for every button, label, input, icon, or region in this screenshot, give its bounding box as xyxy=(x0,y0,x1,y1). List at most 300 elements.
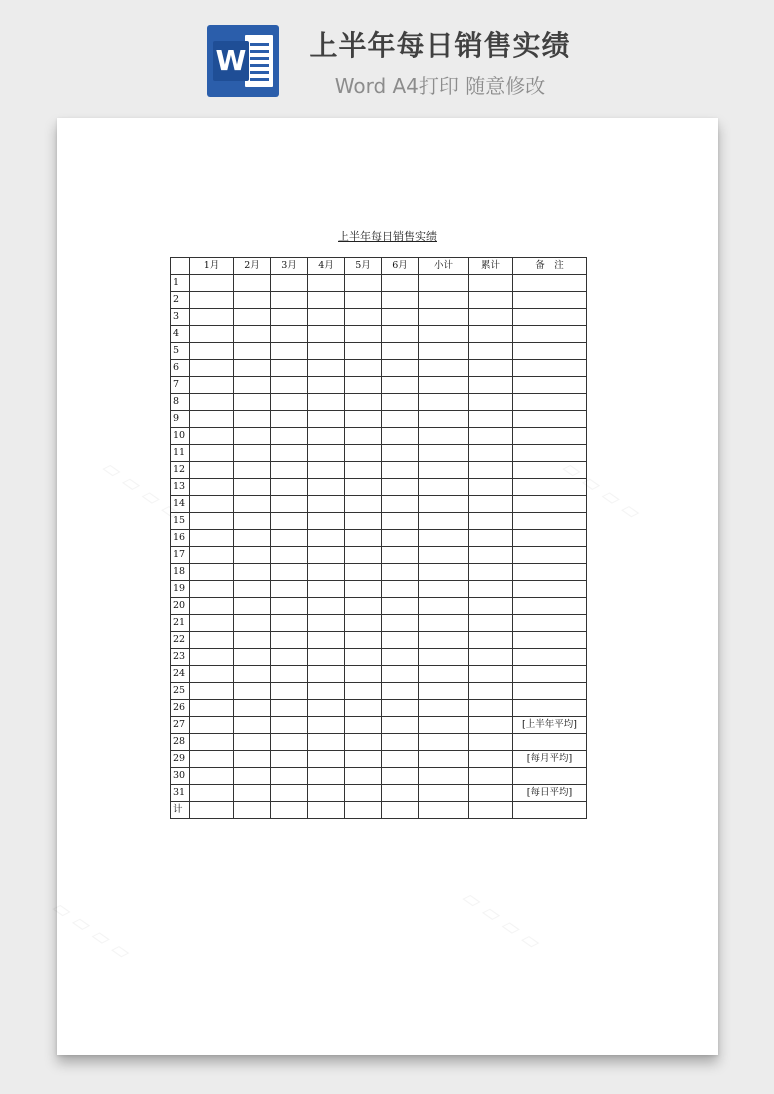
table-cell[interactable] xyxy=(271,343,308,360)
table-cell[interactable] xyxy=(382,615,419,632)
table-cell[interactable] xyxy=(345,768,382,785)
note-cell[interactable] xyxy=(513,632,587,649)
table-cell[interactable] xyxy=(271,428,308,445)
table-cell[interactable] xyxy=(382,343,419,360)
table-cell[interactable] xyxy=(419,683,469,700)
table-cell[interactable] xyxy=(190,309,234,326)
table-cell[interactable] xyxy=(234,428,271,445)
table-cell[interactable] xyxy=(469,309,513,326)
table-cell[interactable] xyxy=(271,598,308,615)
table-cell[interactable] xyxy=(382,411,419,428)
table-cell[interactable] xyxy=(271,445,308,462)
table-cell[interactable] xyxy=(469,666,513,683)
table-cell[interactable] xyxy=(271,581,308,598)
table-cell[interactable] xyxy=(469,717,513,734)
note-cell[interactable] xyxy=(513,394,587,411)
table-cell[interactable] xyxy=(308,564,345,581)
table-cell[interactable] xyxy=(271,751,308,768)
table-cell[interactable] xyxy=(271,513,308,530)
table-cell[interactable] xyxy=(190,377,234,394)
table-cell[interactable] xyxy=(419,530,469,547)
note-cell[interactable] xyxy=(513,598,587,615)
table-cell[interactable] xyxy=(234,292,271,309)
table-cell[interactable] xyxy=(345,734,382,751)
table-cell[interactable] xyxy=(271,768,308,785)
table-cell[interactable] xyxy=(234,479,271,496)
note-cell[interactable] xyxy=(513,343,587,360)
table-cell[interactable] xyxy=(190,683,234,700)
table-cell[interactable] xyxy=(382,428,419,445)
table-cell[interactable] xyxy=(190,343,234,360)
table-cell[interactable] xyxy=(234,462,271,479)
note-cell[interactable]: [每日平均] xyxy=(513,785,587,802)
table-cell[interactable] xyxy=(234,513,271,530)
table-cell[interactable] xyxy=(469,411,513,428)
table-cell[interactable] xyxy=(271,479,308,496)
table-cell[interactable] xyxy=(345,581,382,598)
table-cell[interactable] xyxy=(382,598,419,615)
table-cell[interactable] xyxy=(234,411,271,428)
table-cell[interactable] xyxy=(308,496,345,513)
table-cell[interactable] xyxy=(234,785,271,802)
note-cell[interactable] xyxy=(513,428,587,445)
table-cell[interactable] xyxy=(308,326,345,343)
table-cell[interactable] xyxy=(345,275,382,292)
table-cell[interactable] xyxy=(271,530,308,547)
note-cell[interactable]: [每月平均] xyxy=(513,751,587,768)
table-cell[interactable] xyxy=(308,802,345,819)
table-cell[interactable] xyxy=(190,275,234,292)
table-cell[interactable] xyxy=(308,547,345,564)
table-cell[interactable] xyxy=(382,547,419,564)
table-cell[interactable] xyxy=(345,360,382,377)
table-cell[interactable] xyxy=(234,547,271,564)
table-cell[interactable] xyxy=(345,377,382,394)
table-cell[interactable] xyxy=(419,666,469,683)
table-cell[interactable] xyxy=(234,683,271,700)
table-cell[interactable] xyxy=(234,700,271,717)
table-cell[interactable] xyxy=(190,632,234,649)
table-cell[interactable] xyxy=(308,309,345,326)
note-cell[interactable] xyxy=(513,802,587,819)
table-cell[interactable] xyxy=(345,462,382,479)
note-cell[interactable] xyxy=(513,615,587,632)
table-cell[interactable] xyxy=(271,700,308,717)
table-cell[interactable] xyxy=(345,785,382,802)
table-cell[interactable] xyxy=(469,598,513,615)
table-row xyxy=(171,768,587,785)
table-cell[interactable] xyxy=(469,530,513,547)
table-cell[interactable] xyxy=(308,530,345,547)
table-cell[interactable] xyxy=(345,751,382,768)
table-cell[interactable] xyxy=(190,802,234,819)
table-cell[interactable] xyxy=(190,479,234,496)
note-cell[interactable] xyxy=(513,530,587,547)
table-cell[interactable] xyxy=(271,360,308,377)
note-cell[interactable] xyxy=(513,581,587,598)
table-cell[interactable] xyxy=(419,360,469,377)
table-cell[interactable] xyxy=(308,598,345,615)
table-cell[interactable] xyxy=(382,785,419,802)
note-cell[interactable] xyxy=(513,309,587,326)
table-cell[interactable] xyxy=(419,598,469,615)
table-cell[interactable] xyxy=(234,615,271,632)
table-cell[interactable] xyxy=(419,734,469,751)
table-cell[interactable] xyxy=(271,666,308,683)
table-cell[interactable] xyxy=(419,513,469,530)
table-cell[interactable] xyxy=(190,615,234,632)
table-cell[interactable] xyxy=(382,632,419,649)
table-cell[interactable] xyxy=(234,394,271,411)
table-cell[interactable] xyxy=(382,683,419,700)
table-cell[interactable] xyxy=(308,360,345,377)
table-cell[interactable] xyxy=(190,360,234,377)
table-cell[interactable] xyxy=(382,513,419,530)
note-cell[interactable] xyxy=(513,360,587,377)
table-cell[interactable] xyxy=(271,802,308,819)
table-cell[interactable] xyxy=(382,666,419,683)
table-cell[interactable] xyxy=(469,445,513,462)
note-cell[interactable] xyxy=(513,496,587,513)
note-cell[interactable] xyxy=(513,275,587,292)
table-cell[interactable] xyxy=(190,462,234,479)
table-cell[interactable] xyxy=(271,632,308,649)
table-cell[interactable] xyxy=(419,615,469,632)
table-cell[interactable] xyxy=(271,309,308,326)
table-cell[interactable] xyxy=(345,564,382,581)
table-cell[interactable] xyxy=(308,292,345,309)
table-cell[interactable] xyxy=(345,666,382,683)
note-cell[interactable] xyxy=(513,462,587,479)
table-cell[interactable] xyxy=(234,496,271,513)
table-cell[interactable] xyxy=(345,292,382,309)
table-cell[interactable] xyxy=(190,751,234,768)
table-cell[interactable] xyxy=(419,649,469,666)
table-cell[interactable] xyxy=(382,530,419,547)
note-cell[interactable] xyxy=(513,683,587,700)
table-cell[interactable] xyxy=(382,394,419,411)
note-cell[interactable] xyxy=(513,292,587,309)
table-cell[interactable] xyxy=(345,530,382,547)
table-cell[interactable] xyxy=(469,768,513,785)
table-cell[interactable] xyxy=(308,377,345,394)
table-cell[interactable] xyxy=(308,649,345,666)
table-cell[interactable] xyxy=(271,275,308,292)
row-label: 22 xyxy=(171,632,190,649)
note-cell[interactable] xyxy=(513,768,587,785)
table-cell[interactable] xyxy=(271,564,308,581)
table-cell[interactable] xyxy=(345,683,382,700)
table-cell[interactable] xyxy=(469,360,513,377)
table-cell[interactable] xyxy=(271,649,308,666)
table-cell[interactable] xyxy=(308,411,345,428)
table-cell[interactable] xyxy=(345,547,382,564)
document-title-text: 上半年每日销售实绩 xyxy=(338,230,437,243)
table-cell[interactable] xyxy=(190,326,234,343)
table-cell[interactable] xyxy=(271,292,308,309)
table-cell[interactable] xyxy=(234,360,271,377)
table-cell[interactable] xyxy=(382,768,419,785)
note-cell[interactable] xyxy=(513,547,587,564)
table-cell[interactable] xyxy=(234,751,271,768)
table-cell[interactable] xyxy=(382,326,419,343)
table-cell[interactable] xyxy=(234,717,271,734)
table-cell[interactable] xyxy=(234,564,271,581)
table-cell[interactable] xyxy=(469,547,513,564)
table-cell[interactable] xyxy=(419,411,469,428)
page-title: 上半年每日销售实绩 xyxy=(309,29,571,62)
table-cell[interactable] xyxy=(382,462,419,479)
table-cell[interactable] xyxy=(469,377,513,394)
table-cell[interactable] xyxy=(419,479,469,496)
table-cell[interactable] xyxy=(308,275,345,292)
table-cell[interactable] xyxy=(190,768,234,785)
table-cell[interactable] xyxy=(419,428,469,445)
table-cell[interactable] xyxy=(345,445,382,462)
note-cell[interactable] xyxy=(513,649,587,666)
table-cell[interactable] xyxy=(345,598,382,615)
table-row xyxy=(171,683,587,700)
table-cell[interactable] xyxy=(308,785,345,802)
table-cell[interactable] xyxy=(419,700,469,717)
table-cell[interactable] xyxy=(469,751,513,768)
table-cell[interactable] xyxy=(308,734,345,751)
table-cell[interactable] xyxy=(190,564,234,581)
table-cell[interactable] xyxy=(469,275,513,292)
note-cell[interactable] xyxy=(513,479,587,496)
table-cell[interactable] xyxy=(469,343,513,360)
table-cell[interactable] xyxy=(234,581,271,598)
note-cell[interactable] xyxy=(513,513,587,530)
table-cell[interactable] xyxy=(469,513,513,530)
table-cell[interactable] xyxy=(308,445,345,462)
table-cell[interactable] xyxy=(419,343,469,360)
table-cell[interactable] xyxy=(234,768,271,785)
table-cell[interactable] xyxy=(345,343,382,360)
table-cell[interactable] xyxy=(308,768,345,785)
table-cell[interactable] xyxy=(234,326,271,343)
table-cell[interactable] xyxy=(271,326,308,343)
table-cell[interactable] xyxy=(382,700,419,717)
table-cell[interactable] xyxy=(419,564,469,581)
table-cell[interactable] xyxy=(271,734,308,751)
note-cell[interactable] xyxy=(513,734,587,751)
table-cell[interactable] xyxy=(469,428,513,445)
table-cell[interactable] xyxy=(469,292,513,309)
table-cell[interactable] xyxy=(469,479,513,496)
table-cell[interactable] xyxy=(382,564,419,581)
table-cell[interactable] xyxy=(419,394,469,411)
table-cell[interactable] xyxy=(345,513,382,530)
table-cell[interactable] xyxy=(190,649,234,666)
table-cell[interactable] xyxy=(308,717,345,734)
table-cell[interactable] xyxy=(419,275,469,292)
note-cell[interactable] xyxy=(513,564,587,581)
table-cell[interactable] xyxy=(469,802,513,819)
table-cell[interactable] xyxy=(382,496,419,513)
table-cell[interactable] xyxy=(382,445,419,462)
table-cell[interactable] xyxy=(345,649,382,666)
table-cell[interactable] xyxy=(345,428,382,445)
table-cell[interactable] xyxy=(382,649,419,666)
table-cell[interactable] xyxy=(271,394,308,411)
table-cell[interactable] xyxy=(308,428,345,445)
table-cell[interactable] xyxy=(271,496,308,513)
table-cell[interactable] xyxy=(234,632,271,649)
table-cell[interactable] xyxy=(469,683,513,700)
table-cell[interactable] xyxy=(382,479,419,496)
table-cell[interactable] xyxy=(419,496,469,513)
table-row xyxy=(171,326,587,343)
table-cell[interactable] xyxy=(190,785,234,802)
table-cell[interactable] xyxy=(234,734,271,751)
table-cell[interactable] xyxy=(419,292,469,309)
table-cell[interactable] xyxy=(190,496,234,513)
table-cell[interactable] xyxy=(308,751,345,768)
table-cell[interactable] xyxy=(382,360,419,377)
document-title xyxy=(57,228,718,244)
table-cell[interactable] xyxy=(271,683,308,700)
table-row xyxy=(171,411,587,428)
table-cell[interactable] xyxy=(234,649,271,666)
table-cell[interactable] xyxy=(308,513,345,530)
table-cell[interactable] xyxy=(469,649,513,666)
table-row xyxy=(171,700,587,717)
table-cell[interactable] xyxy=(190,598,234,615)
table-cell[interactable] xyxy=(234,598,271,615)
table-cell[interactable] xyxy=(419,547,469,564)
table-cell[interactable] xyxy=(190,530,234,547)
table-cell[interactable] xyxy=(190,666,234,683)
table-cell[interactable] xyxy=(345,326,382,343)
note-cell[interactable] xyxy=(513,700,587,717)
table-cell[interactable] xyxy=(469,326,513,343)
note-cell[interactable] xyxy=(513,377,587,394)
table-cell[interactable] xyxy=(234,445,271,462)
table-cell[interactable] xyxy=(271,615,308,632)
note-cell[interactable] xyxy=(513,445,587,462)
table-cell[interactable] xyxy=(419,717,469,734)
table-cell[interactable] xyxy=(345,411,382,428)
table-cell[interactable] xyxy=(469,394,513,411)
table-cell[interactable] xyxy=(190,292,234,309)
table-cell[interactable] xyxy=(190,581,234,598)
table-cell[interactable] xyxy=(234,802,271,819)
table-cell[interactable] xyxy=(190,734,234,751)
note-cell[interactable] xyxy=(513,411,587,428)
table-cell[interactable] xyxy=(308,581,345,598)
table-cell[interactable] xyxy=(345,496,382,513)
table-cell[interactable] xyxy=(419,751,469,768)
note-cell[interactable] xyxy=(513,326,587,343)
table-cell[interactable] xyxy=(190,513,234,530)
table-cell[interactable] xyxy=(345,700,382,717)
note-cell[interactable]: [上半年平均] xyxy=(513,717,587,734)
table-cell[interactable] xyxy=(271,411,308,428)
table-cell[interactable] xyxy=(469,734,513,751)
table-cell[interactable] xyxy=(308,615,345,632)
table-cell[interactable] xyxy=(345,632,382,649)
table-cell[interactable] xyxy=(308,683,345,700)
table-cell[interactable] xyxy=(345,802,382,819)
table-cell[interactable] xyxy=(234,343,271,360)
table-cell[interactable] xyxy=(308,479,345,496)
table-cell[interactable] xyxy=(271,462,308,479)
table-cell[interactable] xyxy=(271,717,308,734)
table-cell[interactable] xyxy=(190,411,234,428)
table-cell[interactable] xyxy=(345,717,382,734)
table-cell[interactable] xyxy=(469,632,513,649)
row-label: 28 xyxy=(171,734,190,751)
table-cell[interactable] xyxy=(419,309,469,326)
table-cell[interactable] xyxy=(419,581,469,598)
table-cell[interactable] xyxy=(308,462,345,479)
table-cell[interactable] xyxy=(271,547,308,564)
table-cell[interactable] xyxy=(419,632,469,649)
table-cell[interactable] xyxy=(345,615,382,632)
table-cell[interactable] xyxy=(419,785,469,802)
table-cell[interactable] xyxy=(469,785,513,802)
table-cell[interactable] xyxy=(345,394,382,411)
table-cell[interactable] xyxy=(190,700,234,717)
table-cell[interactable] xyxy=(469,700,513,717)
table-cell[interactable] xyxy=(271,377,308,394)
table-cell[interactable] xyxy=(419,445,469,462)
table-cell[interactable] xyxy=(382,292,419,309)
table-cell[interactable] xyxy=(382,309,419,326)
table-cell[interactable] xyxy=(308,666,345,683)
note-cell[interactable] xyxy=(513,666,587,683)
table-cell[interactable] xyxy=(234,377,271,394)
table-cell[interactable] xyxy=(234,275,271,292)
table-cell[interactable] xyxy=(308,343,345,360)
table-cell[interactable] xyxy=(419,377,469,394)
table-cell[interactable] xyxy=(308,394,345,411)
table-cell[interactable] xyxy=(419,802,469,819)
table-cell[interactable] xyxy=(234,530,271,547)
table-cell[interactable] xyxy=(382,751,419,768)
table-cell[interactable] xyxy=(469,462,513,479)
table-cell[interactable] xyxy=(190,445,234,462)
table-row xyxy=(171,428,587,445)
table-cell[interactable] xyxy=(419,768,469,785)
table-cell[interactable] xyxy=(382,717,419,734)
table-cell[interactable] xyxy=(345,309,382,326)
table-cell[interactable] xyxy=(190,717,234,734)
watermark xyxy=(48,895,135,966)
table-cell[interactable] xyxy=(271,785,308,802)
table-cell[interactable] xyxy=(469,496,513,513)
table-cell[interactable] xyxy=(469,581,513,598)
table-cell[interactable] xyxy=(419,462,469,479)
table-cell[interactable] xyxy=(190,394,234,411)
table-cell[interactable] xyxy=(382,734,419,751)
table-cell[interactable] xyxy=(308,700,345,717)
table-cell[interactable] xyxy=(190,428,234,445)
table-cell[interactable] xyxy=(382,581,419,598)
table-cell[interactable] xyxy=(419,326,469,343)
table-cell[interactable] xyxy=(308,632,345,649)
table-cell[interactable] xyxy=(190,547,234,564)
table-cell[interactable] xyxy=(469,564,513,581)
table-cell[interactable] xyxy=(382,377,419,394)
table-cell[interactable] xyxy=(382,802,419,819)
table-cell[interactable] xyxy=(345,479,382,496)
table-cell[interactable] xyxy=(234,666,271,683)
table-cell[interactable] xyxy=(234,309,271,326)
table-cell[interactable] xyxy=(382,275,419,292)
table-cell[interactable] xyxy=(469,615,513,632)
